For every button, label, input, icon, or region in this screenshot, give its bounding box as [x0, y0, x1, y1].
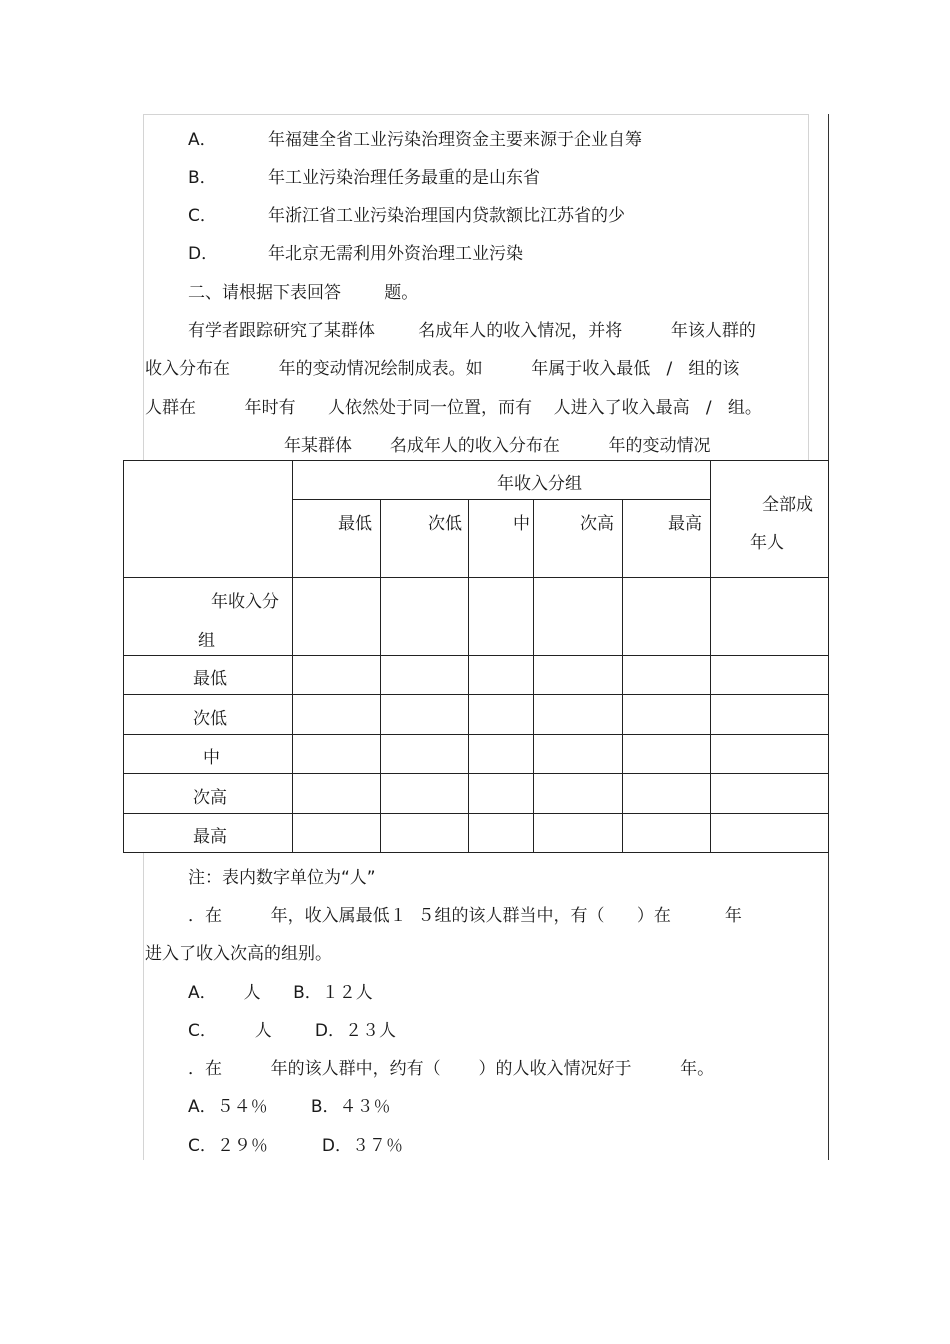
table-divider: [710, 460, 711, 853]
row-label: 次高: [193, 788, 227, 808]
row-group-header: 组: [198, 631, 215, 651]
page-frame-left-lower: [143, 852, 144, 1160]
option-text: 年北京无需利用外资治理工业污染: [268, 244, 523, 264]
option-letter: B．: [188, 168, 217, 188]
total-header: 年人: [750, 533, 784, 553]
intro-line-1: 有学者跟踪研究了某群体 名成年人的收入情况，并将 年该人群的: [188, 321, 756, 341]
column-header: 次低: [428, 514, 462, 534]
table-divider: [123, 655, 829, 656]
table-border: [123, 460, 829, 461]
option-text: 年福建全省工业污染治理资金主要来源于企业自筹: [268, 130, 642, 150]
question-2-options-cd: C．２９％ D．３７％: [188, 1136, 403, 1156]
table-divider: [123, 813, 829, 814]
column-header: 最低: [338, 514, 372, 534]
question-2-options-ab: A．５４％ B．４３％: [188, 1097, 391, 1117]
table-divider: [292, 460, 293, 853]
page-frame-top: [143, 114, 809, 115]
question-1-line-2: 进入了收入次高的组别。: [145, 944, 332, 964]
table-border: [123, 852, 829, 853]
row-label: 次低: [193, 709, 227, 729]
table-divider: [292, 499, 710, 500]
table-divider: [622, 499, 623, 853]
table-divider: [468, 499, 469, 853]
page-frame-inner-right: [808, 114, 809, 460]
intro-line-2: 收入分布在 年的变动情况绘制成表。如 年属于收入最低 / 组的该: [145, 359, 740, 379]
table-caption: 年某群体 名成年人的收入分布在 年的变动情况: [284, 436, 711, 456]
option-letter: C．: [188, 206, 217, 226]
row-label: 最高: [193, 827, 227, 847]
option-text: 年浙江省工业污染治理国内贷款额比江苏省的少: [268, 206, 625, 226]
option-text: 年工业污染治理任务最重的是山东省: [268, 168, 540, 188]
table-divider: [123, 734, 829, 735]
table-note: 注：表内数字单位为“人”: [188, 868, 376, 888]
table-divider: [123, 577, 829, 578]
column-header: 次高: [580, 514, 614, 534]
table-border: [828, 460, 829, 853]
row-group-header: 年收入分: [211, 592, 279, 612]
page-frame-left: [143, 114, 144, 460]
table-border: [123, 460, 124, 853]
question-1-options-ab: A． 人 B．１２人: [188, 983, 373, 1003]
question-1-options-cd: C． 人 D．２３人: [188, 1021, 397, 1041]
section-heading: 二、请根据下表回答 题。: [188, 283, 419, 303]
total-header: 全部成: [762, 495, 813, 515]
group-header: 年收入分组: [497, 474, 582, 494]
table-divider: [123, 694, 829, 695]
table-divider: [380, 499, 381, 853]
option-letter: A．: [188, 130, 217, 150]
intro-line-3: 人群在 年时有 人依然处于同一位置，而有 人进入了收入最高 / 组。: [145, 398, 762, 418]
column-header: 最高: [668, 514, 702, 534]
table-divider: [533, 499, 534, 853]
table-divider: [123, 773, 829, 774]
column-header: 中: [513, 514, 530, 534]
income-transition-table: [123, 460, 829, 853]
question-2-line-1: ．在 年的该人群中，约有（ ）的人收入情况好于 年。: [188, 1059, 715, 1079]
option-letter: D．: [188, 244, 219, 264]
row-label: 中: [203, 748, 220, 768]
question-1-line-1: ．在 年，收入属最低１ ５组的该人群当中，有（ ）在 年: [188, 906, 742, 926]
row-label: 最低: [193, 669, 227, 689]
